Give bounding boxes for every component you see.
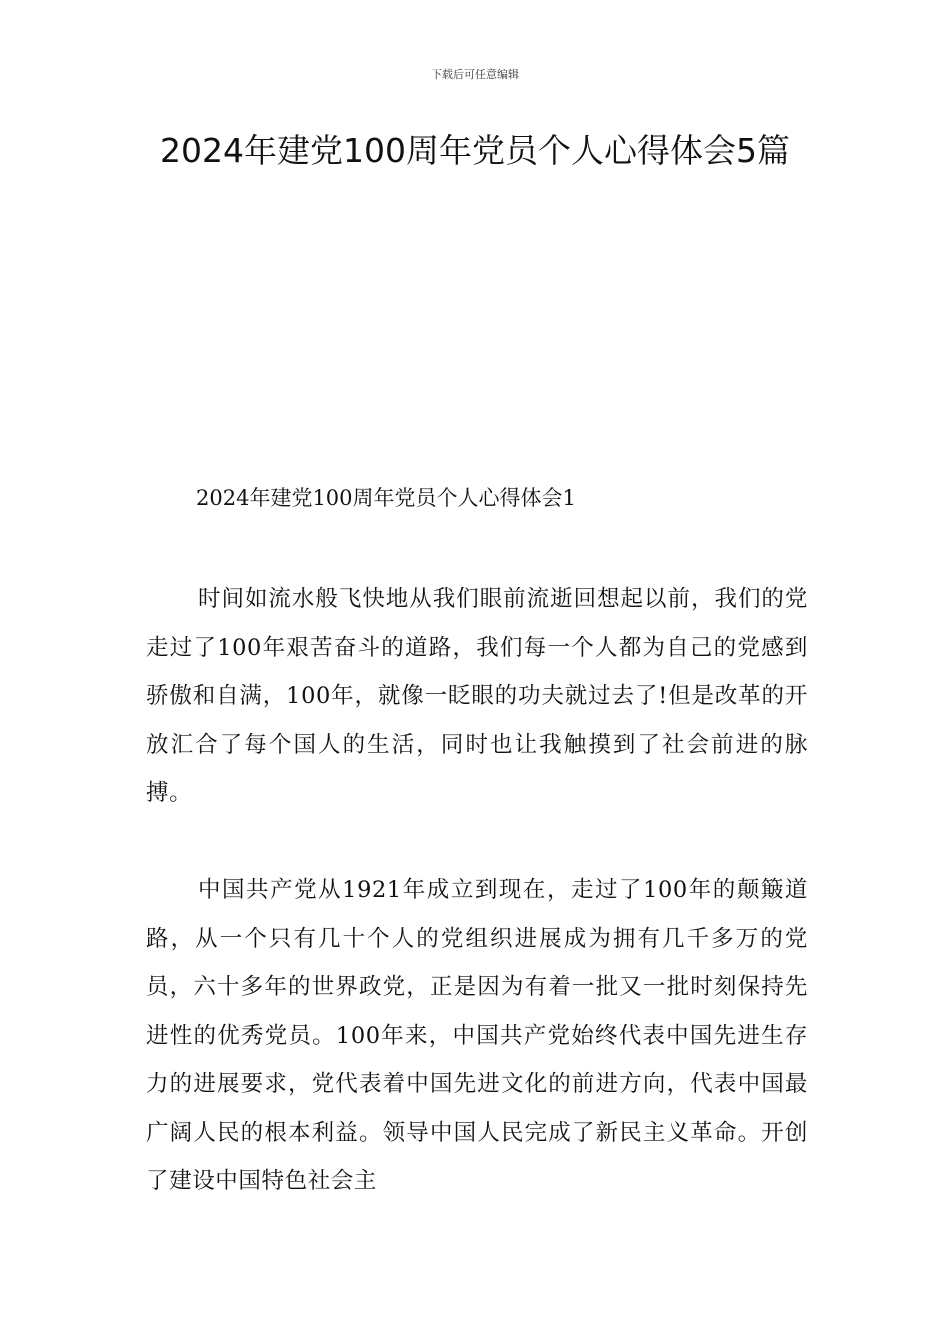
header-note: 下载后可任意编辑 [431, 68, 519, 81]
document-title: 2024年建党100周年党员个人心得体会5篇 [160, 131, 790, 170]
paragraph-1: 时间如流水般飞快地从我们眼前流逝回想起以前，我们的党走过了100年艰苦奋斗的道路，我们每一个人都为自己的党感到骄傲和自满，100年，就像一眨眼的功夫就过去了!但是改革的开放汇合了每个国人的生活，同时也让我触摸到了社会前进的脉搏。 [146, 586, 808, 806]
paragraph-2: 中国共产党从1921年成立到现在，走过了100年的颠簸道路，从一个只有几十个人的党组织进展成为拥有几千多万的党员，六十多年的世界政党，正是因为有着一批又一批时刻保持先进性的优秀党员。100年来，中国共产党始终代表中国先进生存力的进展要求，党代表着中国先进文化的前进方向，代表中国最广阔人民的根本利益。领导中国人民完成了新民主义革命。开创了建设中国特色社会主 [146, 877, 808, 1194]
section-heading: 2024年建党100周年党员个人心得体会1 [196, 486, 576, 510]
